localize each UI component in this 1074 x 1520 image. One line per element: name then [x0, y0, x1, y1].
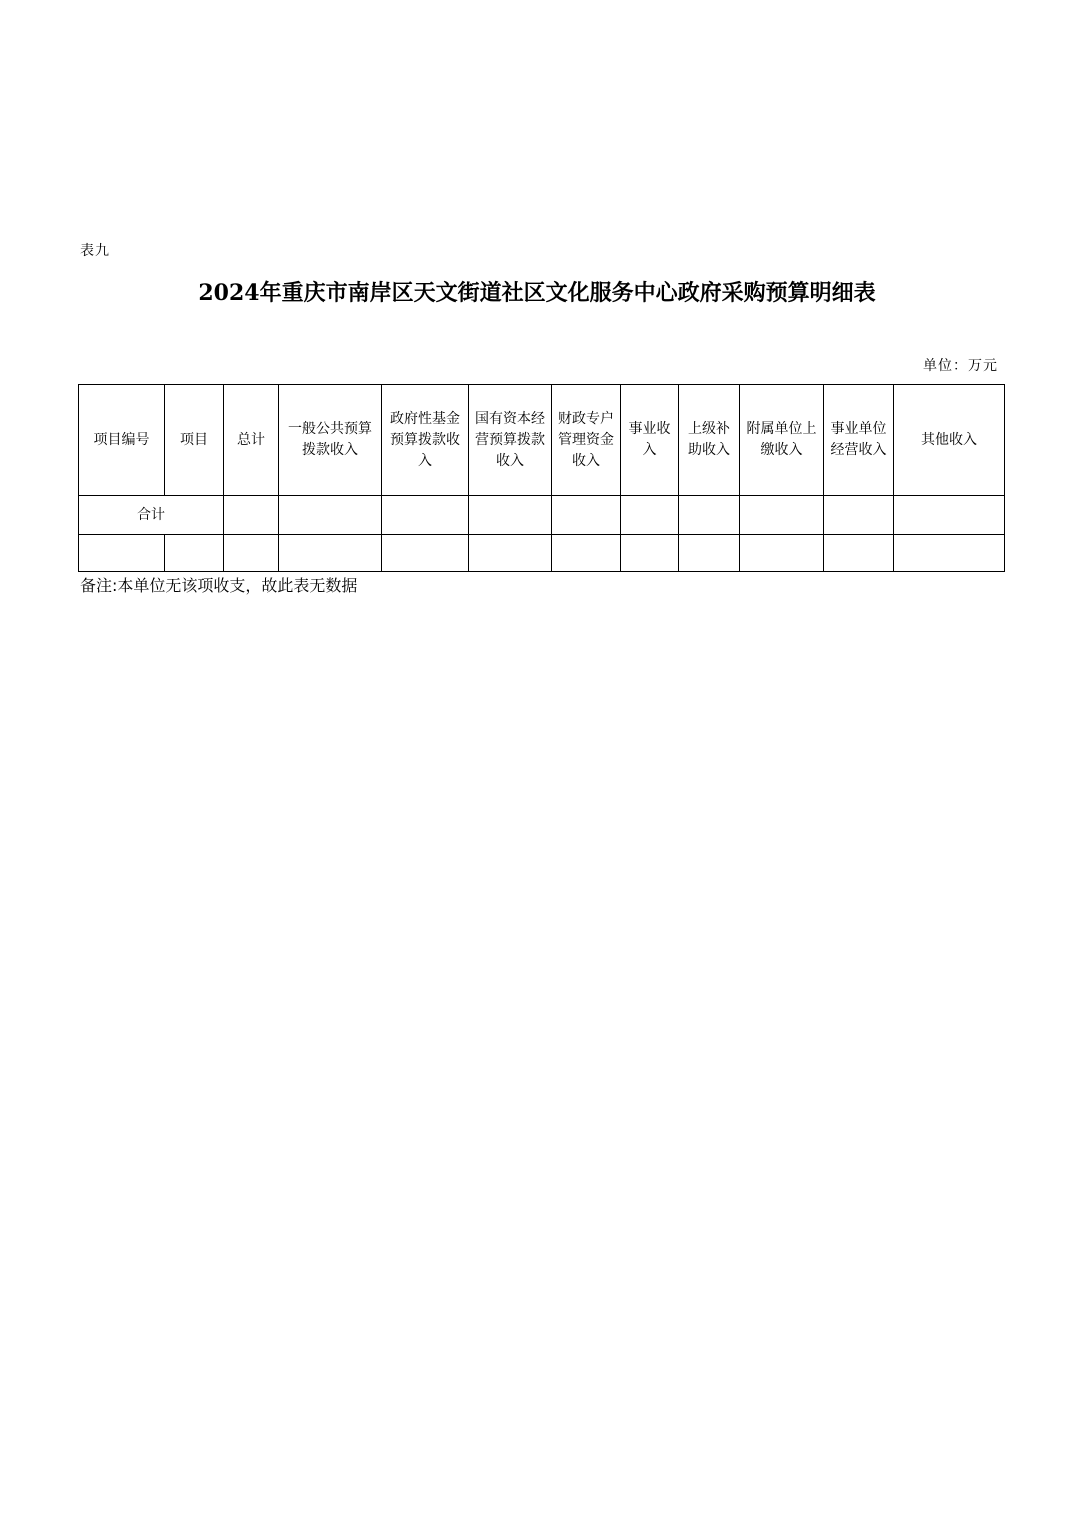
column-header-superior-subsidy: 上级补助收入	[679, 385, 740, 496]
column-header-gov-fund: 政府性基金预算拨款收入	[382, 385, 469, 496]
table-cell	[79, 535, 165, 572]
column-header-general-budget: 一般公共预算拨款收入	[279, 385, 382, 496]
remark-note: 备注:本单位无该项收支，故此表无数据	[80, 576, 358, 595]
table-cell	[552, 496, 621, 535]
table-total-row	[79, 496, 1005, 535]
table-cell	[894, 535, 1005, 572]
column-header-other-income: 其他收入	[894, 385, 1005, 496]
total-row-label: 合计	[79, 496, 224, 535]
procurement-budget-table	[78, 384, 1005, 572]
column-header-special-account: 财政专户管理资金收入	[552, 385, 621, 496]
table-cell	[621, 535, 679, 572]
table-cell	[894, 496, 1005, 535]
table-cell	[740, 535, 824, 572]
table-cell	[279, 496, 382, 535]
column-header-affiliated-payment: 附属单位上缴收入	[740, 385, 824, 496]
column-header-state-capital: 国有资本经营预算拨款收入	[469, 385, 552, 496]
table-cell	[824, 496, 894, 535]
table-cell	[165, 535, 224, 572]
table-row	[79, 535, 1005, 572]
unit-label: 单位：万元	[923, 358, 998, 374]
table-cell	[552, 535, 621, 572]
column-header-business-income: 事业收入	[621, 385, 679, 496]
table-cell	[224, 535, 279, 572]
table-cell	[740, 496, 824, 535]
column-header-project: 项目	[165, 385, 224, 496]
table-cell	[824, 535, 894, 572]
table-cell	[469, 535, 552, 572]
table-cell	[279, 535, 382, 572]
column-header-project-code: 项目编号	[79, 385, 165, 496]
table-cell	[382, 496, 469, 535]
table-cell	[469, 496, 552, 535]
table-number-label: 表九	[80, 243, 110, 259]
table-cell	[382, 535, 469, 572]
table-cell	[679, 496, 740, 535]
table-cell	[679, 535, 740, 572]
column-header-total: 总计	[224, 385, 279, 496]
table-header-row	[79, 385, 1005, 496]
table-cell	[224, 496, 279, 535]
table-cell	[621, 496, 679, 535]
page-title: 2024年重庆市南岸区天文街道社区文化服务中心政府采购预算明细表	[198, 280, 876, 306]
column-header-operating-income: 事业单位经营收入	[824, 385, 894, 496]
